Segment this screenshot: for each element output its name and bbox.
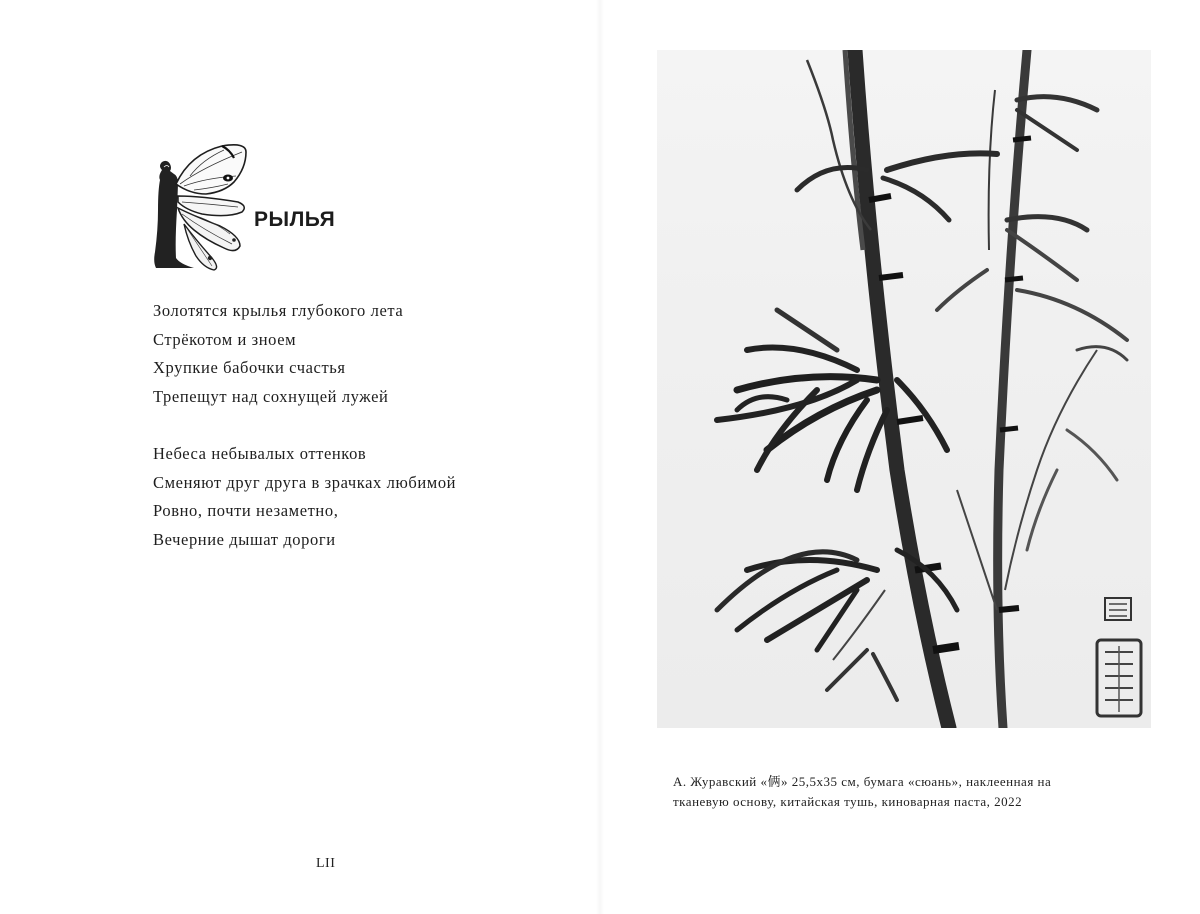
poem-title-text: РЫЛЬЯ [254, 208, 336, 231]
poem-line: Хрупкие бабочки счастья [153, 358, 346, 377]
poem-line: Ровно, почти незаметно, [153, 501, 339, 520]
poem-line: Трепещут над сохнущей лужей [153, 386, 389, 406]
stanza [153, 440, 573, 554]
stanza [153, 297, 573, 411]
page-number: LII [316, 856, 336, 871]
poem-line: Вечерние дышат дороги [153, 529, 336, 549]
poem-line: Золотятся крылья глубокого лета [153, 301, 404, 320]
caption-line: А. Журавский «俩» 25,5х35 см, бумага «сюань», наклеенная на [673, 774, 1052, 789]
poem-title [150, 140, 410, 275]
bamboo-painting-image [657, 50, 1151, 728]
painting-caption [673, 772, 1143, 812]
poem-line: Стрёкотом и зноем [153, 329, 297, 349]
poem-line: Небеса небывалых оттенков [153, 444, 367, 463]
dropcap-butterfly-letter [150, 140, 250, 272]
caption-line: тканевую основу, китайская тушь, киноварная паста, 2022 [673, 794, 1023, 809]
poem-line: Сменяют друг друга в зрачках любимой [153, 472, 457, 492]
right-page [600, 0, 1200, 914]
poem-body [153, 297, 573, 583]
